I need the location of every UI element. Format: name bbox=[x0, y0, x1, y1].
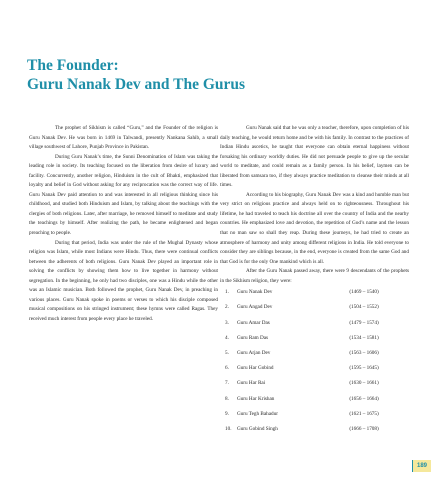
list-item-number: 8. bbox=[225, 395, 229, 402]
guru-years: (1666 – 1708) bbox=[349, 425, 379, 432]
paragraph: After the Guru Nanak passed away, there were 9 descendants of the prophets in the Sikhism religion, they were: bbox=[220, 268, 409, 284]
left-column bbox=[29, 124, 218, 324]
list-item bbox=[220, 425, 409, 440]
list-item bbox=[220, 334, 409, 349]
list-item-number: 3. bbox=[225, 319, 229, 326]
list-item-number: 10. bbox=[225, 425, 232, 432]
paragraph: The prophet of Sikhism is called “Guru,” and the Founder of the religion is Guru Nanak Dev. He was born in 1469 in Talwandi, presently Nankana Sahib, a small village southwest of Lahore, Punjab Province in Pakistan. bbox=[29, 125, 218, 151]
guru-years: (1656 – 1664) bbox=[349, 395, 379, 402]
guru-name: Guru Har Rai bbox=[236, 380, 266, 387]
guru-years: (1595 – 1645) bbox=[349, 365, 379, 372]
guru-name: Guru Tegh Bahadur bbox=[236, 410, 278, 417]
guru-name: Guru Amar Das bbox=[236, 319, 270, 326]
guru-name: Guru Har Krishan bbox=[236, 395, 275, 402]
list-item bbox=[220, 410, 409, 425]
list-item-number: 9. bbox=[225, 410, 229, 417]
guru-name: Guru Gobind Singh bbox=[236, 425, 278, 432]
title-line-2: Guru Nanak Dev and The Gurus bbox=[27, 76, 246, 93]
paragraph: During that period, India was under the rule of the Mughal Dynasty whose religion was Islam, while most Indians were Hindu. Thus, there were continual conflicts between the adherents of both religions. Guru Nanak Dev played an important role in solving the conflicts by showing them how to live together in harmony without segregation. In the beginning, he only had two disciples, one was a Hindu while the other was an Islamic musician. Both followed the prophet, Guru Nanak Dev, in preaching in various places. Guru Nanak spoke in poems or verses to which his disciple composed musical compositions on his stringed instrument; these hymns were called Ragas. They received much interest from people every place he traveled. bbox=[29, 239, 218, 322]
list-item-number: 2. bbox=[225, 304, 229, 311]
guru-name: Guru Arjan Dev bbox=[236, 350, 271, 357]
paragraph: Guru Nanak said that he was only a teacher, therefore, upon completion of his daily teaching, he would return home and be with his family. In contrast to the practices of Indian Hindu ascetics, he taught that everyone can obtain eternal happiness without forsaking his ordinary worldly duties. He did not persuade people to give up the secular world to meditate, and could remain as a family person. In his belief, laymen can be liberated from samsara too, if they always practice meditation to cleanse their minds at all times. bbox=[220, 125, 409, 189]
guru-years: (1534 – 1581) bbox=[349, 334, 379, 341]
list-item-number: 7. bbox=[225, 380, 229, 387]
guru-name: Guru Angad Dev bbox=[236, 304, 273, 311]
paragraph: During Guru Nanak’s time, the Sunni Denomination of Islam was taking the leading role in society. Its teaching focused on the liberation from desire of luxury and facility. Concurrently, another religion, Hinduism in the cult of Bhakti, emphasized that loyalty and belief in God without asking for any reciprocation was the correct way of life. Guru Nanak Dev paid attention to and was interested in all religious thinking since his childhood, and studied both Hinduism and Islam, by talking about the teachings with the clergies of both religions. Later, after marriage, he removed himself to meditate and study the teachings by himself. After realizing the path, he became enlightened and began preaching to people. bbox=[29, 153, 218, 237]
right-column bbox=[220, 124, 409, 440]
list-item bbox=[220, 395, 409, 410]
list-item bbox=[220, 319, 409, 334]
list-item bbox=[220, 303, 409, 318]
guru-years: (1504 – 1552) bbox=[349, 304, 379, 311]
list-item-number: 1. bbox=[225, 289, 229, 296]
guru-name: Guru Nanak Dev bbox=[236, 289, 273, 296]
gurus-list bbox=[220, 288, 409, 440]
guru-years: (1563 – 1606) bbox=[349, 350, 379, 357]
guru-years: (1630 – 1661) bbox=[349, 380, 379, 387]
guru-years: (1621 – 1675) bbox=[349, 410, 379, 417]
paragraph: According to his biography, Guru Nanak Dev was a kind and humble man but very strict on religious practice and always held on to righteousness. Throughout his lifetime, he had traveled to teach his doctrine all over the country of India and the nearby countries. He emphasized love and devotion, the repetition of God’s name and the lesson that no man saw so shall they reap. During these journeys, he had tried to create an atmosphere of harmony and unity among different religions in India. He told everyone to consider they are siblings because, in the end, everyone is created from the same God and that God is for the only One mankind which is all. bbox=[220, 191, 409, 265]
list-item-number: 6. bbox=[225, 365, 229, 372]
guru-name: Guru Ram Das bbox=[236, 334, 269, 341]
guru-years: (1479 – 1574) bbox=[349, 319, 379, 326]
guru-years: (1469 – 1540) bbox=[349, 289, 379, 296]
page-title bbox=[27, 56, 245, 94]
page-number: 189 bbox=[412, 460, 431, 472]
list-item bbox=[220, 288, 409, 303]
guru-name: Guru Har Gobind bbox=[236, 365, 274, 372]
list-item bbox=[220, 379, 409, 394]
list-item bbox=[220, 349, 409, 364]
list-item bbox=[220, 364, 409, 379]
list-item-number: 5. bbox=[225, 350, 229, 357]
title-line-1: The Founder: bbox=[27, 57, 119, 74]
list-item-number: 4. bbox=[225, 334, 229, 341]
